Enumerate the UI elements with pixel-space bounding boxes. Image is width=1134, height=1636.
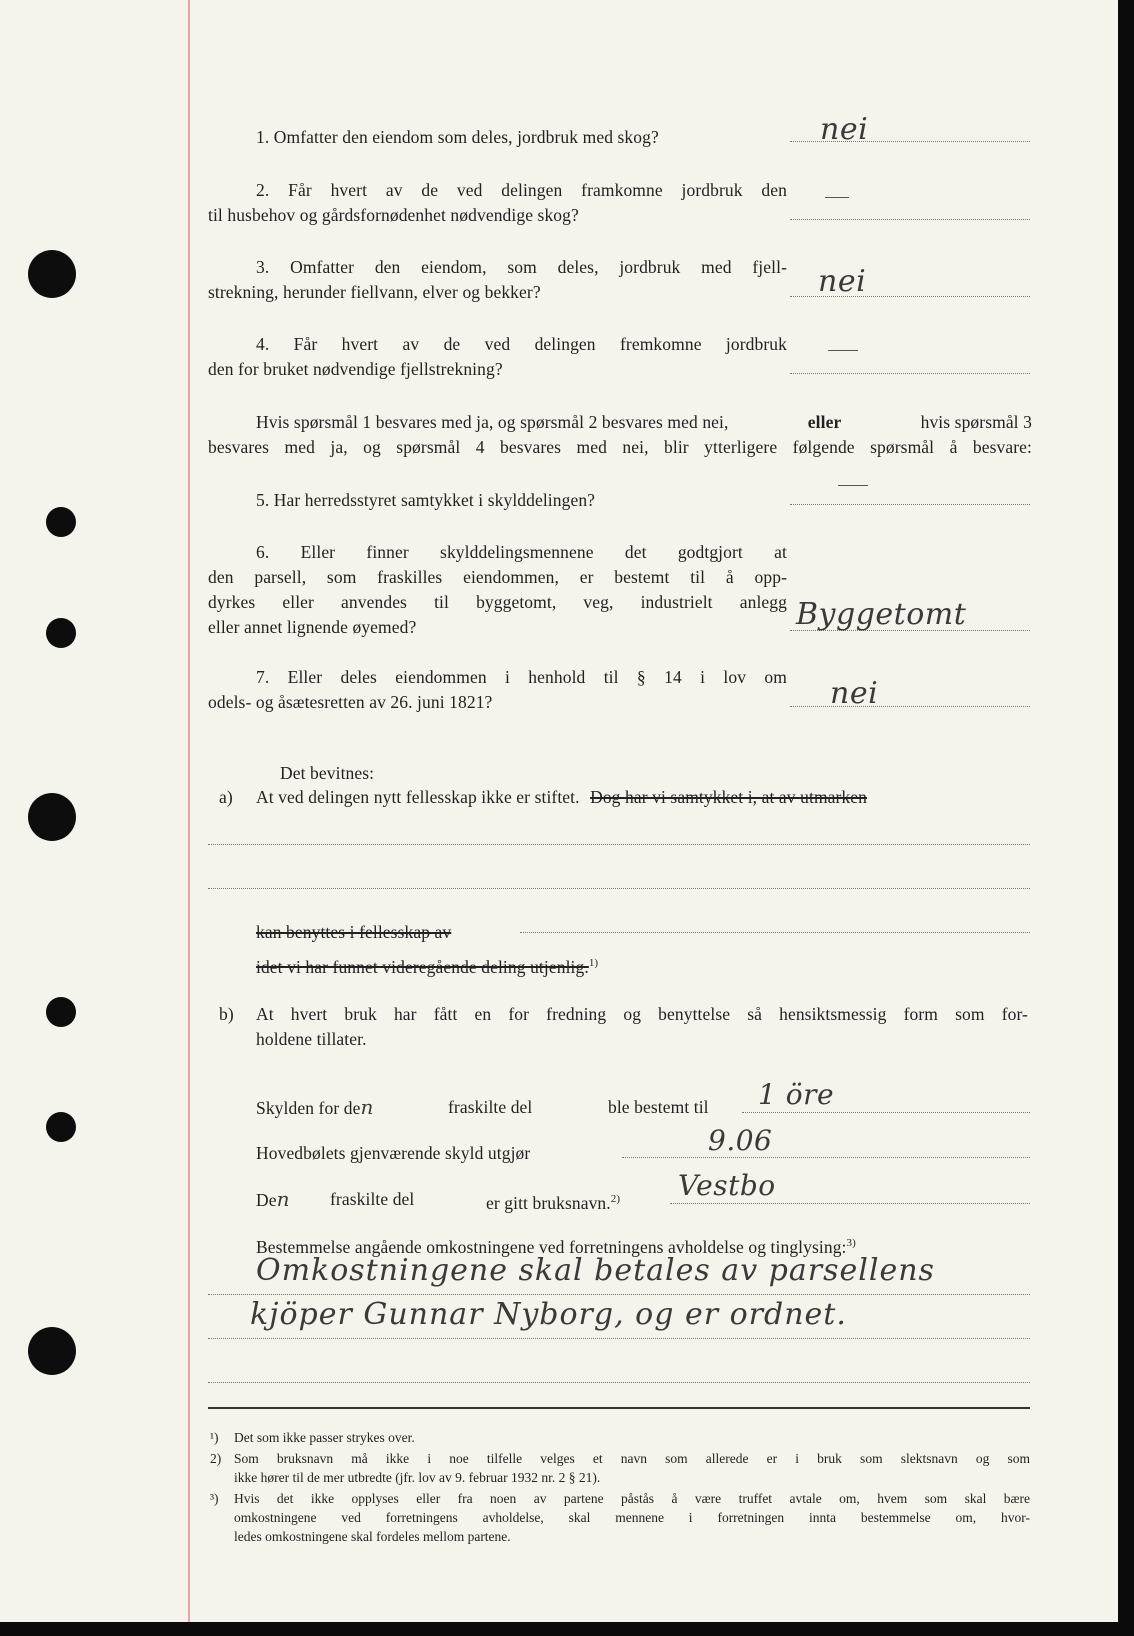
conditional-line2: besvares med ja, og spørsmål 4 besvares med nei, blir ytterligere følgende spørsmål å besvare: <box>208 437 1032 457</box>
struck-line-2-note: 1) <box>588 957 599 969</box>
punch-hole <box>46 997 76 1027</box>
blank-line <box>520 932 1030 933</box>
punch-hole <box>28 1327 76 1375</box>
question-6-line3: dyrkes eller anvendes til byggetomt, veg, industrielt anlegg <box>208 592 787 612</box>
skyld-row1-answer: 1 öre <box>758 1078 835 1111</box>
cost-line-2 <box>208 1338 1030 1339</box>
struck-line-2 <box>256 951 598 979</box>
footnote-3-mark: ³) <box>210 1491 219 1506</box>
skyld-row3-c <box>486 1187 620 1215</box>
skyld-row3-answer: Vestbo <box>678 1169 776 1202</box>
skyld-row1-a <box>256 1095 373 1120</box>
punch-hole <box>46 507 76 537</box>
skyld-row3-note: 2) <box>610 1193 621 1205</box>
punch-hole <box>28 250 76 298</box>
conditional-pre: Hvis spørsmål 1 besvares med ja, og spørsmål 2 besvares med nei, <box>256 412 729 432</box>
skyld-row1-c: ble bestemt til <box>608 1097 709 1117</box>
question-2-line2: til husbehov og gårdsfornødenhet nødvendige skog? <box>208 205 579 225</box>
question-6-answer: Byggetomt <box>796 597 967 632</box>
question-5-answer <box>838 485 868 486</box>
footnote-1: Det som ikke passer strykes over. <box>234 1430 415 1445</box>
blank-line <box>208 888 1030 889</box>
footnote-1-mark: ¹) <box>210 1430 219 1445</box>
punch-hole <box>46 618 76 648</box>
skyld-row2-answer: 9.06 <box>708 1124 773 1157</box>
skyld-row3-hw: n <box>276 1187 290 1211</box>
question-7-answer: nei <box>830 676 879 711</box>
footnote-3-line2: omkostningene ved forretningens avholdelse, skal mennene i forretningen innta bestemmelse om, hvor- <box>234 1510 1030 1525</box>
footnote-3-line1: Hvis det ikke opplyses eller fra noen av partene påstås å være truffet avtale om, hvem som skal bære <box>234 1491 1030 1506</box>
skyld-row3-b: fraskilte del <box>330 1189 415 1209</box>
attest-a-text <box>256 785 867 809</box>
question-1: 1. Omfatter den eiendom som deles, jordbruk med skog? <box>256 127 659 147</box>
cost-handwriting-2: kjöper Gunnar Nyborg, og er ordnet. <box>250 1297 847 1332</box>
punch-hole <box>46 1112 76 1142</box>
footnote-2-line1: Som bruksnavn må ikke i noe tilfelle velges et navn som allerede er i bruk som slektsnavn og som <box>234 1451 1030 1466</box>
question-6-line2: den parsell, som fraskilles eiendommen, er bestemt til å opp- <box>208 567 787 587</box>
conditional-bold: eller <box>807 412 842 432</box>
attest-a-struck: Dog har vi samtykket i, at av utmarken <box>590 787 868 807</box>
question-3-answer: nei <box>818 264 867 299</box>
margin-rule <box>188 0 190 1622</box>
attest-b-line2: holdene tillater. <box>256 1029 367 1049</box>
skyld-row3-a <box>256 1187 290 1212</box>
question-5: 5. Har herredsstyret samtykket i skylddelingen? <box>256 490 596 510</box>
answer-line <box>790 504 1030 505</box>
question-2-answer <box>825 197 849 198</box>
answer-line <box>622 1157 1030 1158</box>
attest-a-statement: At ved delingen nytt fellesskap ikke er stiftet. <box>256 787 580 807</box>
answer-line <box>670 1203 1030 1204</box>
question-4-answer <box>828 350 858 351</box>
question-6-line4: eller annet lignende øyemed? <box>208 617 417 637</box>
attest-b-label: b) <box>219 1004 234 1024</box>
answer-line <box>742 1112 1030 1113</box>
punch-hole <box>28 793 76 841</box>
struck-line-1: kan benyttes i fellesskap av <box>256 922 452 942</box>
footnote-3-line3: ledes omkostningene skal fordeles mellom partene. <box>234 1529 511 1544</box>
answer-line <box>790 373 1030 374</box>
attest-heading: Det bevitnes: <box>280 763 375 783</box>
skyld-row1-a-text: Skylden for de <box>256 1098 361 1118</box>
question-7-line1: 7. Eller deles eiendommen i henhold til § 14 i lov om <box>256 667 787 687</box>
question-3-line1: 3. Omfatter den eiendom, som deles, jordbruk med fjell- <box>256 257 787 277</box>
skyld-row1-b: fraskilte del <box>448 1097 533 1117</box>
question-6-line1: 6. Eller finner skylddelingsmennene det godtgjort at <box>256 542 787 562</box>
question-2-line1: 2. Får hvert av de ved delingen framkomne jordbruk den <box>256 180 787 200</box>
cost-handwriting-1: Omkostningene skal betales av parsellens <box>256 1253 935 1288</box>
footnote-2-mark: 2) <box>210 1451 222 1466</box>
question-4-line1: 4. Får hvert av de ved delingen fremkomne jordbruk <box>256 334 787 354</box>
cost-line-1 <box>208 1294 1030 1295</box>
skyld-row3-a-text: De <box>256 1190 277 1210</box>
footnote-rule <box>208 1407 1030 1409</box>
cost-line-3 <box>208 1382 1030 1383</box>
skyld-row1-hw: n <box>360 1095 374 1119</box>
blank-line <box>208 844 1030 845</box>
answer-line <box>790 706 1030 707</box>
question-1-answer: nei <box>820 112 869 147</box>
question-7-line2: odels- og åsætesretten av 26. juni 1821? <box>208 692 493 712</box>
answer-line <box>790 219 1030 220</box>
cost-label-note: 3) <box>846 1237 856 1249</box>
question-3-line2: strekning, herunder fiellvann, elver og bekker? <box>208 282 541 302</box>
struck-line-2-text: idet vi har funnet videregående deling utjenlig. <box>256 956 589 977</box>
conditional-line1 <box>256 410 1032 434</box>
conditional-post: hvis spørsmål 3 <box>920 412 1032 432</box>
footnote-2-line2: ikke hører til de mer utbredte (jfr. lov av 9. februar 1932 nr. 2 § 21). <box>234 1470 601 1485</box>
skyld-row3-c-text: er gitt bruksnavn. <box>486 1192 611 1213</box>
attest-b-line1: At hvert bruk har fått en for fredning og benyttelse så hensiktsmessig form som for- <box>256 1004 1028 1024</box>
skyld-row2-label: Hovedbølets gjenværende skyld utgjør <box>256 1143 531 1163</box>
attest-a-label: a) <box>219 787 233 807</box>
question-4-line2: den for bruket nødvendige fjellstrekning? <box>208 359 503 379</box>
cost-label-text: Bestemmelse angående omkostningene ved forretningens avholdelse og tinglysing: <box>256 1236 847 1257</box>
